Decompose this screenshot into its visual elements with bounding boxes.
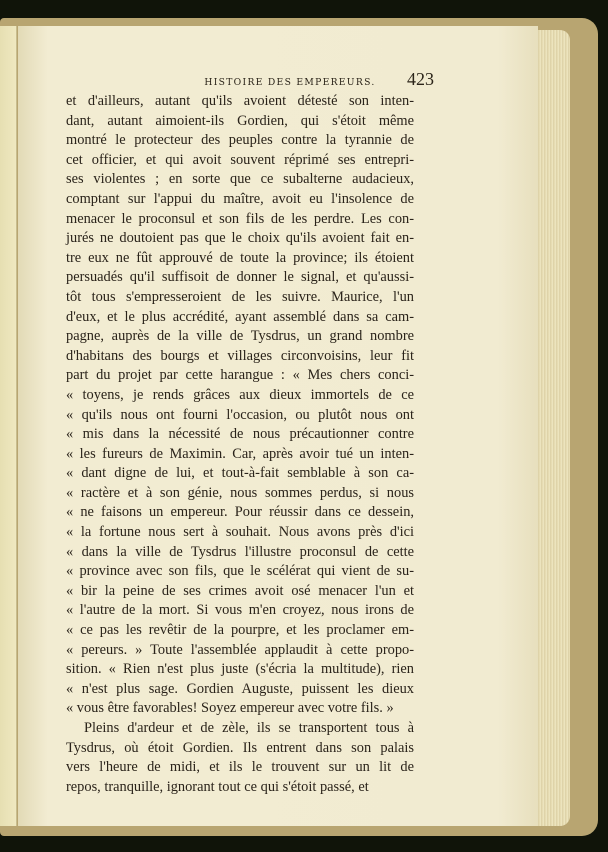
text-line: dant, autant aimoient-ils Gordien, qui s'étoit même	[66, 112, 414, 129]
text-line: « qu'ils nous ont fourni l'occasion, ou plutôt nous ont	[66, 406, 414, 423]
previous-page-edge	[0, 26, 17, 826]
text-line: d'eux, et le plus accrédité, ayant assemblé dans sa cam-	[66, 308, 414, 325]
text-line: jurés ne doutoient pas que le choix qu'ils avoient fait en-	[66, 230, 414, 247]
text-line: « les fureurs de Maximin. Car, après avoir tué un inten-	[66, 445, 414, 462]
body-text	[66, 92, 414, 797]
text-line: « vous être favorables! Soyez empereur avec votre fils. »	[66, 700, 394, 717]
text-line: Pleins d'ardeur et de zèle, ils se transportent tous à	[84, 720, 414, 736]
text-line: menacer le proconsul et son fils de les perdre. Les con-	[66, 210, 414, 227]
text-line: vers l'heure de midi, et ils le trouvent sur un lit de	[66, 759, 414, 776]
text-line: comptant sur l'appui du maître, avoit eu l'insolence de	[66, 190, 414, 207]
text-line: ses violentes ; en sorte que ce subalterne audacieux,	[66, 171, 414, 188]
text-line: « bir la peine de ses crimes avoit osé menacer l'un et	[66, 582, 414, 599]
text-line: « pereurs. » Toute l'assemblée applaudit à cette propo-	[66, 641, 414, 658]
text-line: tôt tous s'empresseroient de les suivre. Maurice, l'un	[66, 288, 414, 305]
page-number: 423	[407, 69, 434, 89]
text-line: part du projet par cette harangue : « Mes chers conci-	[66, 367, 414, 384]
text-line: pagne, auprès de la ville de Tysdrus, un grand nombre	[66, 328, 414, 345]
text-line: « ne faisons un empereur. Pour réussir dans ce dessein,	[66, 504, 414, 521]
text-line: et d'ailleurs, autant qu'ils avoient détesté son inten-	[66, 93, 414, 109]
text-line: « n'est plus sage. Gordien Auguste, puissent les dieux	[66, 680, 414, 697]
text-line: cet officier, et qui avoit souvent réprimé ses entrepri-	[66, 151, 414, 168]
text-line: montré le protecteur des peuples contre la tyrannie de	[66, 132, 414, 149]
running-head: HISTOIRE DES EMPEREURS.	[204, 77, 376, 88]
text-line: « dant digne de lui, et tout-à-fait semblable à son ca-	[66, 465, 414, 482]
text-line: « toyens, je rends grâces aux dieux immortels de ce	[66, 386, 414, 403]
text-line: « ractère et à son génie, nous sommes perdus, si nous	[66, 484, 414, 501]
text-line: « dans la ville de Tysdrus l'illustre proconsul de cette	[66, 543, 414, 560]
text-line: Tysdrus, où étoit Gordien. Ils entrent dans son palais	[66, 739, 414, 756]
text-line: « l'autre de la mort. Si vous m'en croyez, nous irons de	[66, 602, 414, 619]
text-line: « mis dans la nécessité de nous précautionner contre	[66, 426, 414, 443]
text-line: sition. « Rien n'est plus juste (s'écria la multitude), rien	[66, 661, 414, 678]
text-line: tre eux ne fût approuvé de toute la province; ils étoient	[66, 249, 414, 266]
text-line: repos, tranquille, ignorant tout ce qui s'étoit passé, et	[66, 778, 369, 795]
text-line: « ce pas les revêtir de la pourpre, et les proclamer em-	[66, 622, 414, 639]
text-line: « province avec son fils, que le scélérat qui vient de su-	[66, 563, 414, 580]
text-line: persuadés qu'il suffisoit de donner le signal, et qu'aussi-	[66, 269, 414, 286]
text-line: d'habitans des bourgs et villages circonvoisins, leur fit	[66, 347, 414, 364]
text-line: « la fortune nous sert à souhait. Nous avons près d'ici	[66, 524, 414, 541]
